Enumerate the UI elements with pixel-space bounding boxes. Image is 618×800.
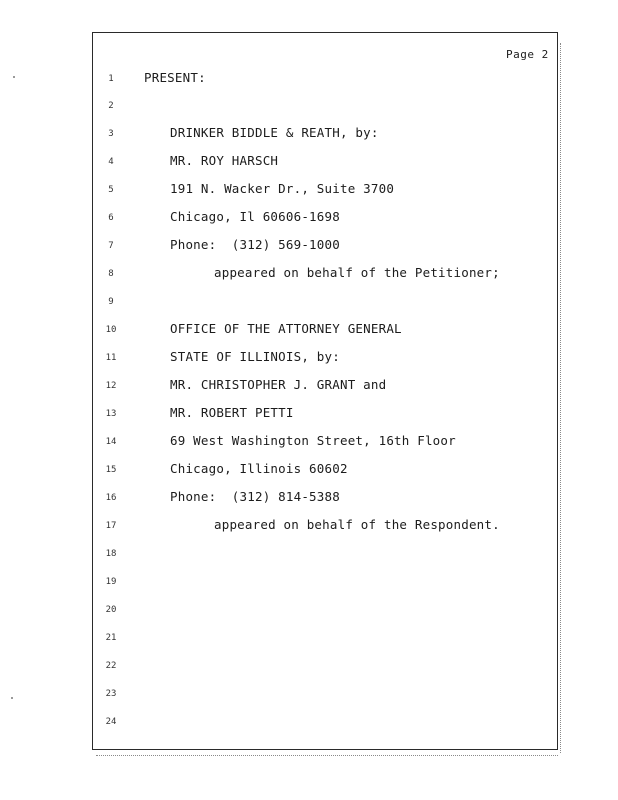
- line-number: 17: [105, 521, 117, 531]
- line-number: 7: [108, 241, 114, 251]
- line-number: 13: [105, 409, 117, 419]
- line-number: 11: [105, 353, 117, 363]
- line-text: STATE OF ILLINOIS, by:: [170, 349, 340, 364]
- line-number: 24: [105, 717, 117, 727]
- line-text: MR. CHRISTOPHER J. GRANT and: [170, 377, 387, 392]
- line-text: appeared on behalf of the Petitioner;: [214, 265, 500, 280]
- line-number: 15: [105, 465, 117, 475]
- line-number: 23: [105, 689, 117, 699]
- line-number: 22: [105, 661, 117, 671]
- line-number: 8: [108, 269, 114, 279]
- line-text: MR. ROY HARSCH: [170, 153, 279, 168]
- line-text: PRESENT:: [144, 70, 206, 85]
- line-number: 12: [105, 381, 117, 391]
- line-number: 20: [105, 605, 117, 615]
- line-number: 16: [105, 493, 117, 503]
- scan-speck: [11, 697, 13, 699]
- line-number: 3: [108, 129, 114, 139]
- line-text: Phone: (312) 569-1000: [170, 237, 340, 252]
- page-number-label: Page 2: [506, 48, 549, 61]
- line-number: 18: [105, 549, 117, 559]
- line-number: 4: [108, 157, 114, 167]
- line-text: DRINKER BIDDLE & REATH, by:: [170, 125, 379, 140]
- line-number: 2: [108, 101, 114, 111]
- scan-speck: [13, 76, 15, 78]
- line-number: 9: [108, 297, 114, 307]
- line-number: 1: [108, 74, 114, 84]
- line-text: MR. ROBERT PETTI: [170, 405, 294, 420]
- line-text: appeared on behalf of the Respondent.: [214, 517, 500, 532]
- line-text: Chicago, Illinois 60602: [170, 461, 348, 476]
- line-number: 10: [105, 325, 117, 335]
- line-text: 69 West Washington Street, 16th Floor: [170, 433, 456, 448]
- line-number: 21: [105, 633, 117, 643]
- line-number: 19: [105, 577, 117, 587]
- line-number: 14: [105, 437, 117, 447]
- line-text: Chicago, Il 60606-1698: [170, 209, 340, 224]
- line-number: 5: [108, 185, 114, 195]
- line-text: OFFICE OF THE ATTORNEY GENERAL: [170, 321, 402, 336]
- line-number: 6: [108, 213, 114, 223]
- line-text: Phone: (312) 814-5388: [170, 489, 340, 504]
- line-text: 191 N. Wacker Dr., Suite 3700: [170, 181, 395, 196]
- scan-edge-dots: [96, 754, 558, 756]
